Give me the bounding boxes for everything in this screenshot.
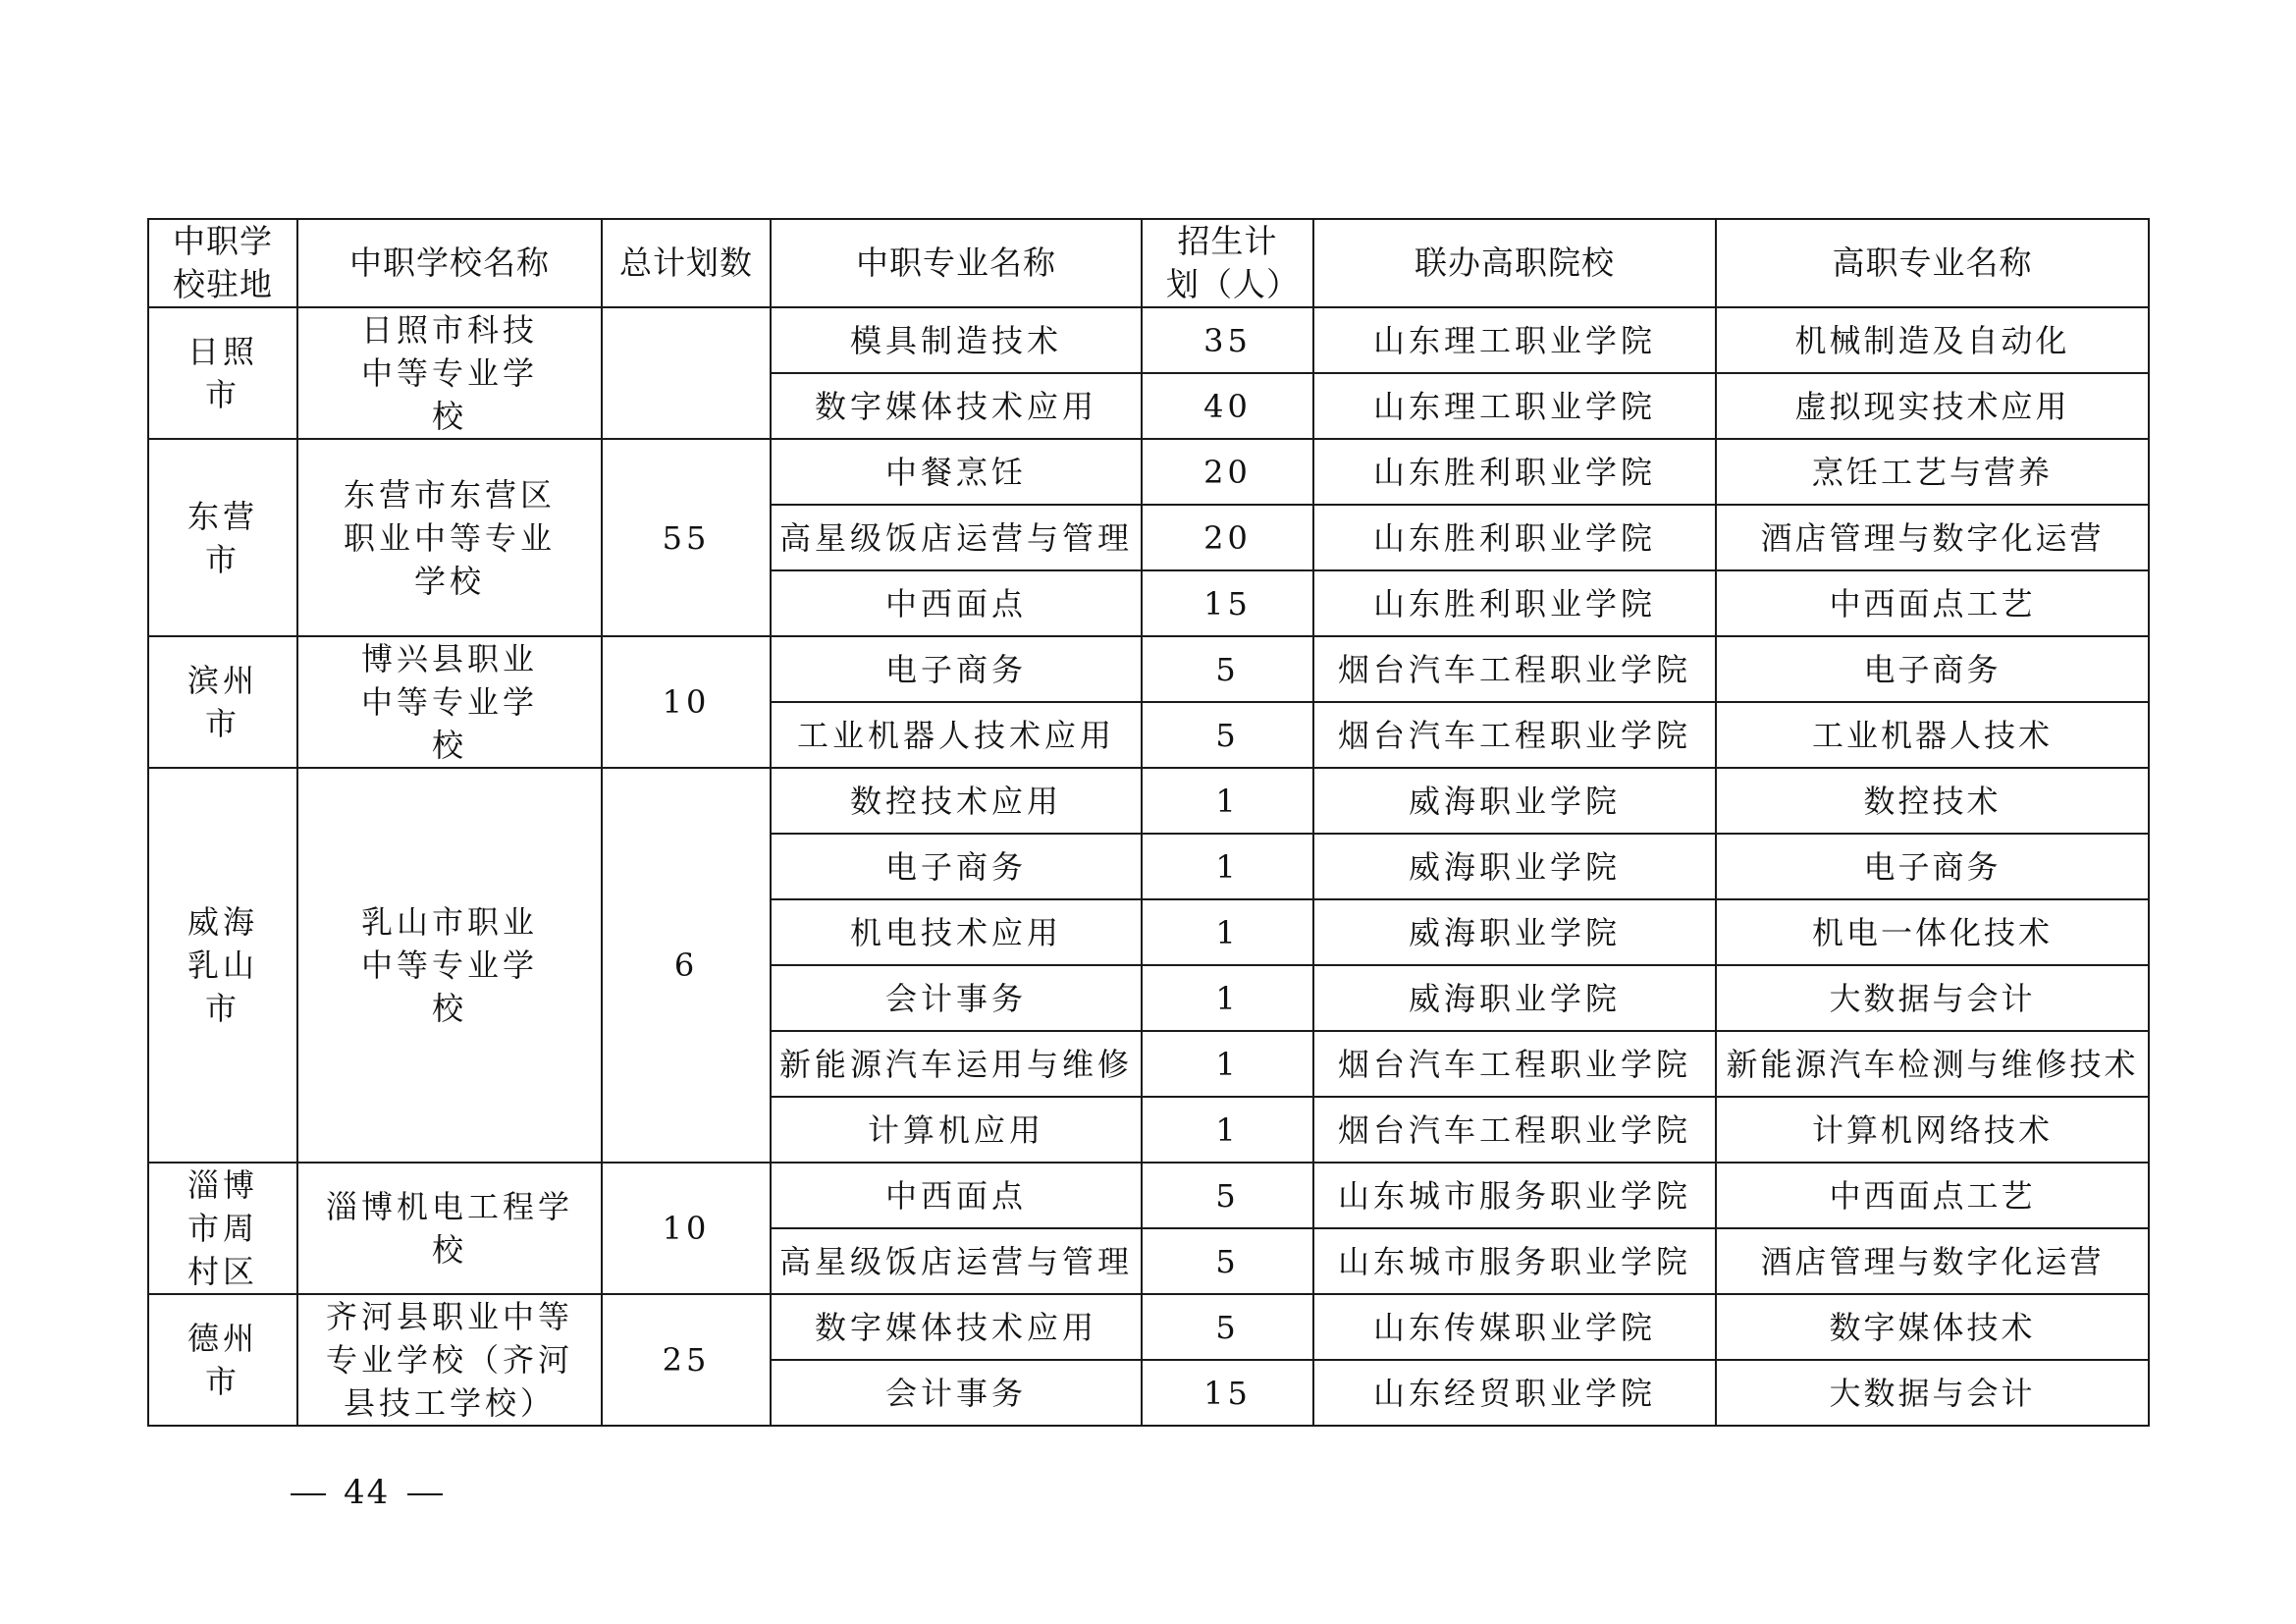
header-major-name: 中职专业名称 <box>771 219 1142 307</box>
cell-major-name: 会计事务 <box>771 1360 1142 1426</box>
cell-school-location <box>148 307 297 439</box>
cell-partner-college: 威海职业学院 <box>1313 965 1716 1031</box>
school-location-text: 淄博市周村区 <box>187 1166 258 1290</box>
cell-major-name: 中西面点 <box>771 570 1142 636</box>
cell-enrollment-plan: 5 <box>1142 1294 1313 1360</box>
cell-major-name: 计算机应用 <box>771 1097 1142 1163</box>
school-name-text: 博兴县职业中等专业学校 <box>360 640 538 764</box>
school-name-text: 东营市东营区职业中等专业学校 <box>343 475 556 600</box>
page-number-dash-left <box>291 1493 326 1495</box>
cell-major-name: 数字媒体技术应用 <box>771 1294 1142 1360</box>
school-name-text: 乳山市职业中等专业学校 <box>360 903 538 1027</box>
cell-enrollment-plan: 20 <box>1142 439 1313 505</box>
cell-total-plan: 25 <box>602 1294 771 1426</box>
cell-college-major: 电子商务 <box>1716 636 2149 702</box>
cell-total-plan: 6 <box>602 768 771 1163</box>
cell-school-name <box>297 768 602 1163</box>
school-location-text: 滨州市 <box>187 662 258 742</box>
cell-major-name: 工业机器人技术应用 <box>771 702 1142 768</box>
cell-school-location <box>148 636 297 768</box>
school-name-text: 齐河县职业中等专业学校（齐河县技工学校） <box>325 1298 573 1422</box>
cell-school-location <box>148 1163 297 1294</box>
cell-school-location <box>148 1294 297 1426</box>
cell-enrollment-plan: 5 <box>1142 636 1313 702</box>
cell-college-major: 机电一体化技术 <box>1716 899 2149 965</box>
cell-college-major: 数字媒体技术 <box>1716 1294 2149 1360</box>
cell-major-name: 高星级饭店运营与管理 <box>771 1228 1142 1294</box>
cell-school-name <box>297 439 602 636</box>
table-row <box>148 1294 2149 1360</box>
cell-college-major: 酒店管理与数字化运营 <box>1716 505 2149 570</box>
cell-college-major: 酒店管理与数字化运营 <box>1716 1228 2149 1294</box>
cell-enrollment-plan: 5 <box>1142 1163 1313 1228</box>
school-location-text: 日照市 <box>187 333 258 413</box>
cell-partner-college: 山东传媒职业学院 <box>1313 1294 1716 1360</box>
header-row <box>148 219 2149 307</box>
cell-major-name: 中餐烹饪 <box>771 439 1142 505</box>
cell-enrollment-plan: 5 <box>1142 702 1313 768</box>
cell-college-major: 烹饪工艺与营养 <box>1716 439 2149 505</box>
table-row <box>148 636 2149 702</box>
cell-enrollment-plan: 15 <box>1142 1360 1313 1426</box>
cell-partner-college: 山东理工职业学院 <box>1313 373 1716 439</box>
cell-enrollment-plan: 1 <box>1142 1031 1313 1097</box>
cell-partner-college: 山东城市服务职业学院 <box>1313 1228 1716 1294</box>
cell-enrollment-plan: 1 <box>1142 965 1313 1031</box>
cell-total-plan: 10 <box>602 1163 771 1294</box>
cell-enrollment-plan: 5 <box>1142 1228 1313 1294</box>
cell-enrollment-plan: 40 <box>1142 373 1313 439</box>
cell-major-name: 会计事务 <box>771 965 1142 1031</box>
table-row <box>148 1163 2149 1228</box>
page-number: 44 <box>273 1473 460 1512</box>
header-total-plan: 总计划数 <box>602 219 771 307</box>
cell-partner-college: 烟台汽车工程职业学院 <box>1313 1031 1716 1097</box>
cell-enrollment-plan: 1 <box>1142 1097 1313 1163</box>
cell-school-name <box>297 1294 602 1426</box>
cell-partner-college: 山东胜利职业学院 <box>1313 570 1716 636</box>
cell-college-major: 新能源汽车检测与维修技术 <box>1716 1031 2149 1097</box>
page-number-dash-right <box>407 1493 443 1495</box>
cell-enrollment-plan: 35 <box>1142 307 1313 373</box>
cell-school-name <box>297 307 602 439</box>
cell-school-name <box>297 636 602 768</box>
cell-enrollment-plan: 1 <box>1142 834 1313 899</box>
cell-major-name: 电子商务 <box>771 834 1142 899</box>
cell-partner-college: 山东胜利职业学院 <box>1313 439 1716 505</box>
cell-partner-college: 烟台汽车工程职业学院 <box>1313 702 1716 768</box>
table-row <box>148 439 2149 505</box>
school-name-text: 日照市科技中等专业学校 <box>360 311 538 435</box>
cell-major-name: 高星级饭店运营与管理 <box>771 505 1142 570</box>
school-location-text: 东营市 <box>187 497 258 578</box>
table-header <box>148 219 2149 307</box>
cell-college-major: 大数据与会计 <box>1716 965 2149 1031</box>
header-school-name: 中职学校名称 <box>297 219 602 307</box>
header-school-location: 中职学校驻地 <box>148 219 297 307</box>
cell-major-name: 数字媒体技术应用 <box>771 373 1142 439</box>
cell-school-location <box>148 439 297 636</box>
cell-college-major: 大数据与会计 <box>1716 1360 2149 1426</box>
cell-major-name: 新能源汽车运用与维修 <box>771 1031 1142 1097</box>
cell-enrollment-plan: 1 <box>1142 899 1313 965</box>
cell-major-name: 电子商务 <box>771 636 1142 702</box>
cell-partner-college: 烟台汽车工程职业学院 <box>1313 636 1716 702</box>
cell-partner-college: 山东胜利职业学院 <box>1313 505 1716 570</box>
cell-total-plan <box>602 307 771 439</box>
cell-major-name: 数控技术应用 <box>771 768 1142 834</box>
cell-total-plan: 10 <box>602 636 771 768</box>
cell-college-major: 中西面点工艺 <box>1716 570 2149 636</box>
cell-major-name: 机电技术应用 <box>771 899 1142 965</box>
cell-partner-college: 山东城市服务职业学院 <box>1313 1163 1716 1228</box>
cell-college-major: 数控技术 <box>1716 768 2149 834</box>
header-partner-college: 联办高职院校 <box>1313 219 1716 307</box>
cell-major-name: 模具制造技术 <box>771 307 1142 373</box>
table-row <box>148 307 2149 373</box>
school-name-text: 淄博机电工程学校 <box>325 1188 573 1269</box>
cell-partner-college: 威海职业学院 <box>1313 834 1716 899</box>
cell-school-name <box>297 1163 602 1294</box>
cell-enrollment-plan: 20 <box>1142 505 1313 570</box>
cell-total-plan: 55 <box>602 439 771 636</box>
cell-enrollment-plan: 1 <box>1142 768 1313 834</box>
cell-partner-college: 威海职业学院 <box>1313 768 1716 834</box>
school-location-text: 威海乳山市 <box>187 903 259 1027</box>
cell-college-major: 中西面点工艺 <box>1716 1163 2149 1228</box>
cell-college-major: 工业机器人技术 <box>1716 702 2149 768</box>
enrollment-plan-table <box>147 218 2150 1427</box>
cell-partner-college: 烟台汽车工程职业学院 <box>1313 1097 1716 1163</box>
cell-college-major: 计算机网络技术 <box>1716 1097 2149 1163</box>
school-location-text: 德州市 <box>187 1320 258 1400</box>
cell-college-major: 机械制造及自动化 <box>1716 307 2149 373</box>
cell-major-name: 中西面点 <box>771 1163 1142 1228</box>
header-enrollment-plan: 招生计划（人） <box>1142 219 1313 307</box>
cell-partner-college: 山东理工职业学院 <box>1313 307 1716 373</box>
cell-college-major: 虚拟现实技术应用 <box>1716 373 2149 439</box>
cell-partner-college: 威海职业学院 <box>1313 899 1716 965</box>
table-body <box>148 307 2149 1426</box>
cell-partner-college: 山东经贸职业学院 <box>1313 1360 1716 1426</box>
cell-school-location <box>148 768 297 1163</box>
header-college-major: 高职专业名称 <box>1716 219 2149 307</box>
cell-enrollment-plan: 15 <box>1142 570 1313 636</box>
table-row <box>148 768 2149 834</box>
cell-college-major: 电子商务 <box>1716 834 2149 899</box>
